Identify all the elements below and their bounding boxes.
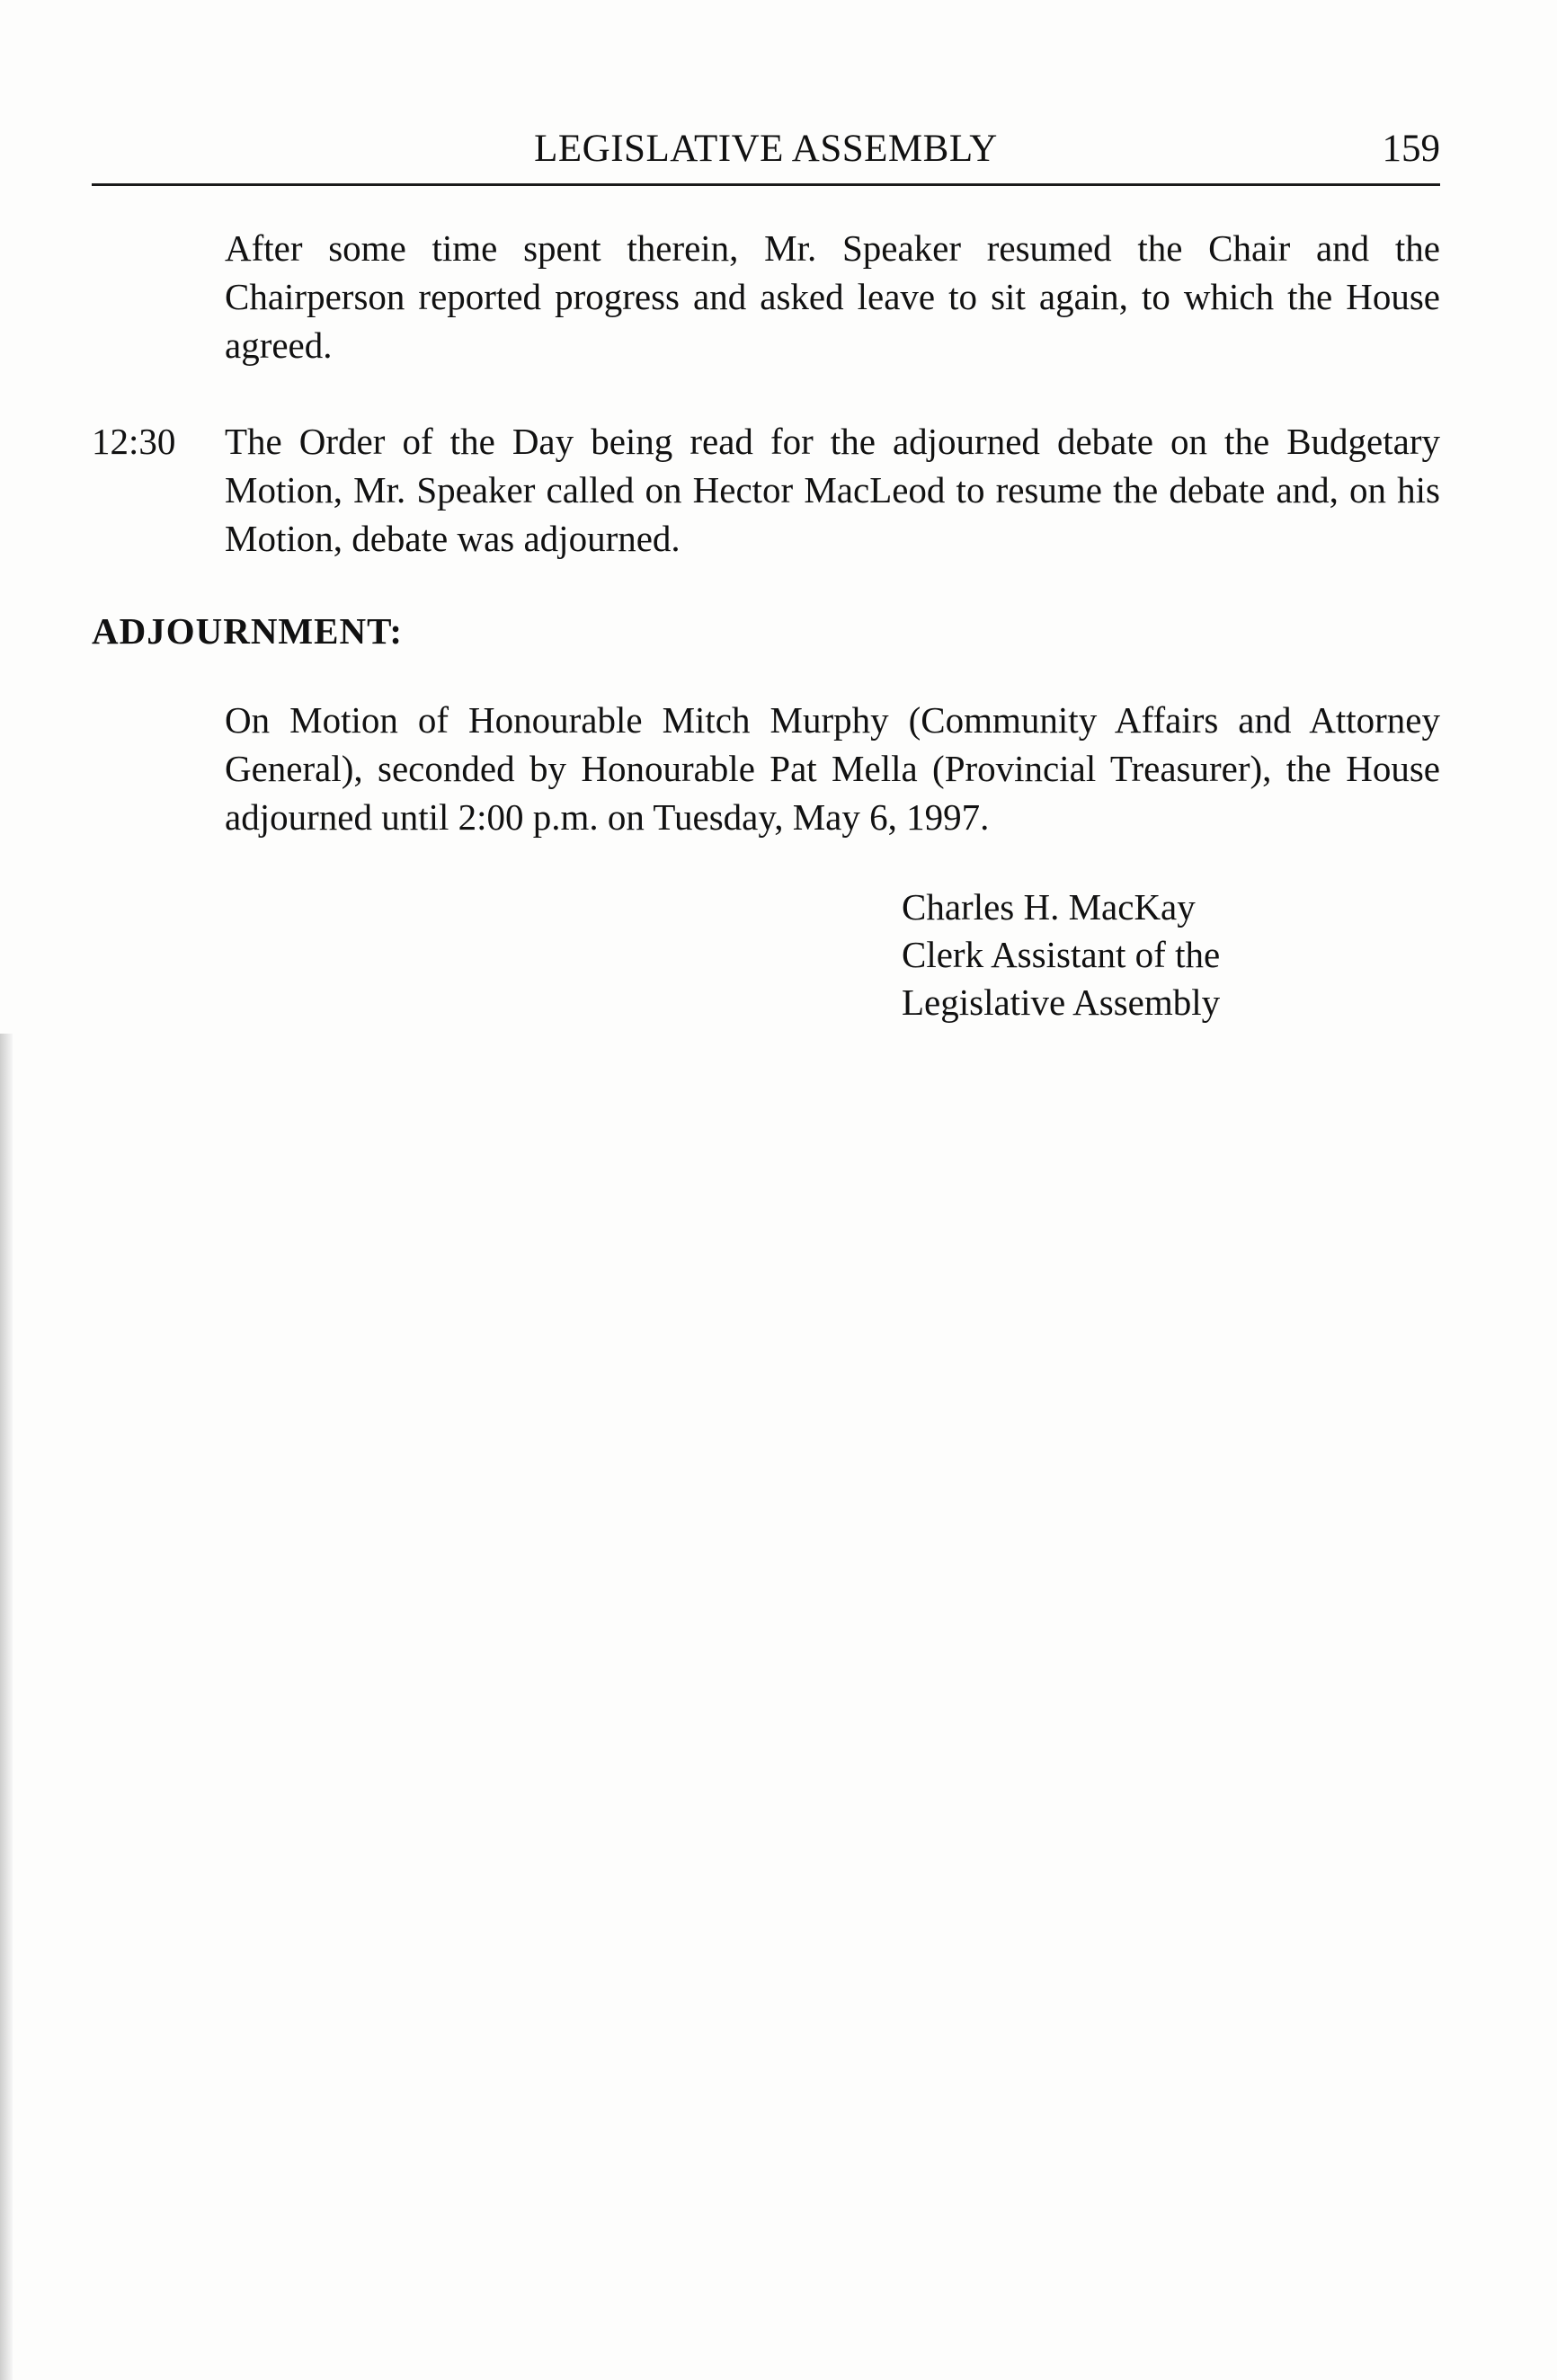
paragraph-budget-debate: The Order of the Day being read for the adjourned debate on the Budgetary Motion, Mr. Speaker called on Hector MacLeod to resume the debate and, on his Motion, debate was adjourned. [225,421,1440,559]
header-rule [92,183,1440,186]
page-number: 159 [1382,128,1440,170]
adjournment-heading: ADJOURNMENT: [92,610,404,652]
time-marker: 12:30 [92,421,176,462]
scan-edge-shadow [0,1034,13,2380]
signature-name: Charles H. MacKay [902,886,1196,928]
signature-title-line2: Legislative Assembly [902,981,1221,1023]
signature-block [902,884,1220,1026]
running-header [92,126,1440,183]
header-title: LEGISLATIVE ASSEMBLY [534,128,998,170]
paragraph-progress-report: After some time spent therein, Mr. Speaker resumed the Chair and the Chairperson reported progress and asked leave to sit again, to which the House agreed. [225,227,1440,366]
signature-title-line1: Clerk Assistant of the [902,934,1221,975]
paragraph-adjournment: On Motion of Honourable Mitch Murphy (Community Affairs and Attorney General), seconded by Honourable Pat Mella (Provincial Treasurer), the House adjourned until 2:00 p.m. on Tuesday, May 6, 1997. [225,699,1440,838]
